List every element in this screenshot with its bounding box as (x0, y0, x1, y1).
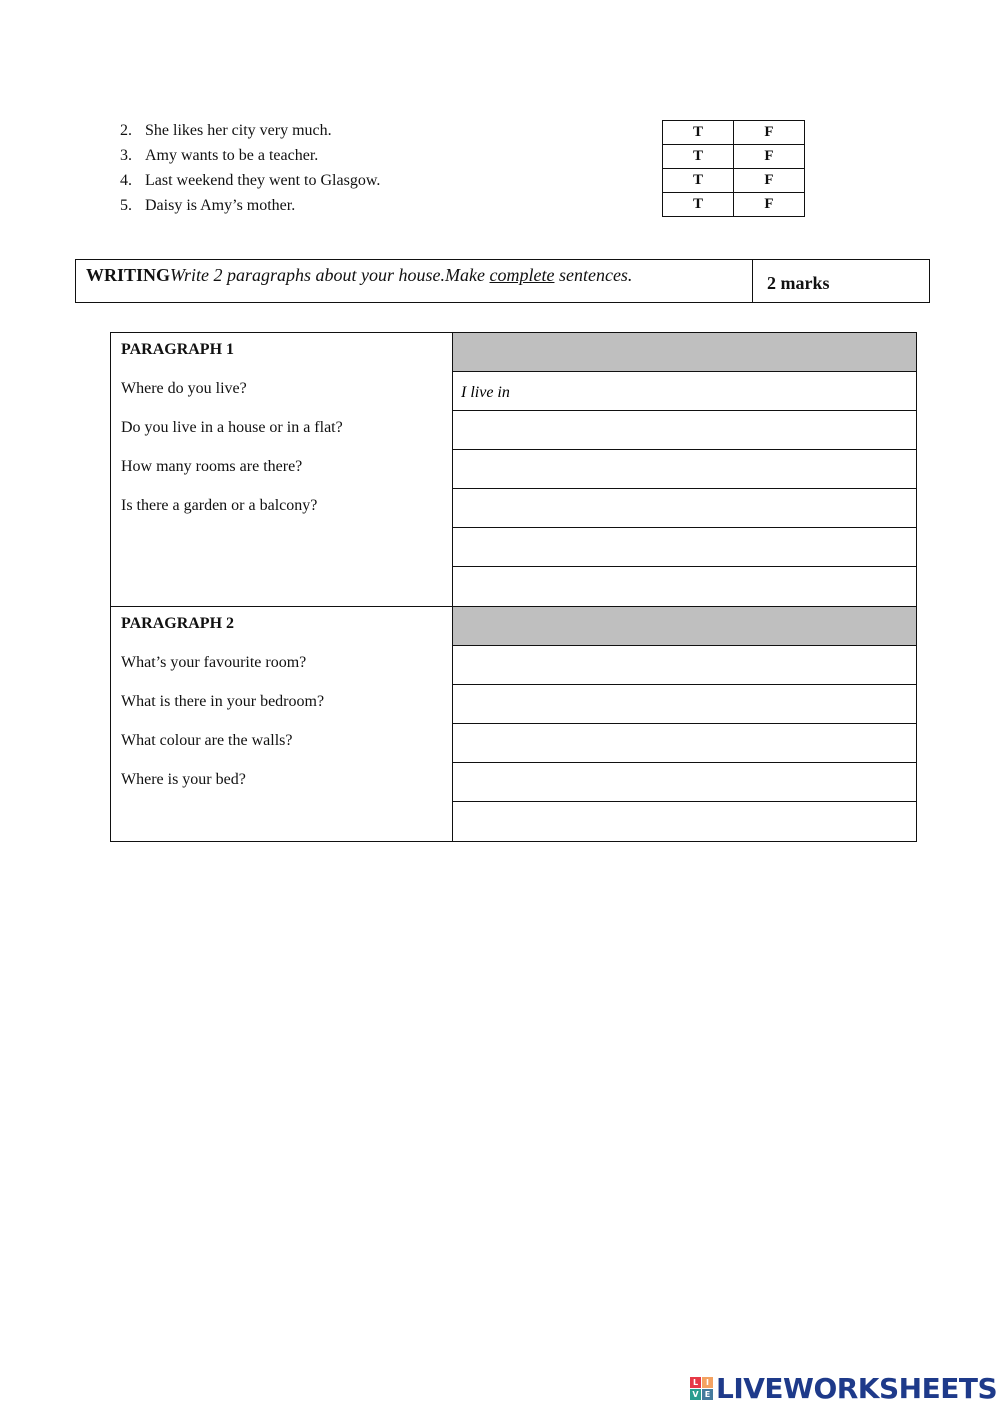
paragraph-title: PARAGRAPH 1 (121, 341, 235, 358)
answer-input[interactable] (453, 646, 916, 684)
question: What colour are the walls? (121, 732, 293, 749)
question: Where is your bed? (121, 771, 246, 788)
answer-cell (453, 802, 916, 841)
answer-input[interactable] (453, 802, 916, 841)
instruction-underlined: complete (489, 265, 555, 285)
answer-input[interactable] (453, 372, 916, 410)
answer-input[interactable] (453, 450, 916, 488)
statement-number: 3. (120, 147, 132, 164)
tf-row-5 (663, 193, 805, 217)
statement-text: Daisy is Amy’s mother. (145, 197, 296, 214)
true-option[interactable]: T (663, 121, 734, 145)
false-option[interactable]: F (734, 193, 805, 217)
false-option[interactable]: F (734, 169, 805, 193)
answer-cell (453, 489, 916, 528)
paragraph-title: PARAGRAPH 2 (121, 615, 235, 632)
answer-input[interactable] (453, 763, 916, 801)
shaded-header-cell (453, 607, 916, 646)
logo-text: LIVEWORKSHEETS (716, 1372, 998, 1405)
tf-row-3 (663, 145, 805, 169)
answer-cell (453, 528, 916, 567)
statement-text: Amy wants to be a teacher. (145, 147, 319, 164)
question: Do you live in a house or in a flat? (121, 419, 343, 436)
writing-heading: WRITING (86, 265, 171, 285)
answer-cell (453, 685, 916, 724)
answer-input[interactable] (453, 724, 916, 762)
paragraph-1-answers (453, 333, 916, 606)
marks-label: 2 marks (752, 260, 929, 302)
writing-instruction (76, 260, 752, 302)
logo-square: E (702, 1389, 713, 1400)
answer-input[interactable] (453, 528, 916, 566)
statement-4 (120, 168, 640, 193)
question: Where do you live? (121, 380, 247, 397)
paragraph-table (110, 332, 917, 842)
liveworksheets-logo (690, 1372, 997, 1405)
instruction-text (170, 265, 632, 285)
shaded-header-cell (453, 333, 916, 372)
answer-input[interactable] (453, 489, 916, 527)
tf-row-2 (663, 121, 805, 145)
answer-input[interactable] (453, 685, 916, 723)
instruction-part: Write 2 paragraphs about your house.Make (170, 265, 490, 285)
paragraph-1-section (111, 333, 916, 607)
true-option[interactable]: T (663, 145, 734, 169)
statement-number: 2. (120, 122, 132, 139)
answer-cell (453, 450, 916, 489)
paragraph-2-section (111, 607, 916, 841)
tf-statements (120, 118, 640, 218)
answer-input[interactable] (453, 411, 916, 449)
false-option[interactable]: F (734, 145, 805, 169)
answer-cell (453, 567, 916, 606)
instruction-part: sentences. (554, 265, 633, 285)
answer-cell (453, 724, 916, 763)
true-false-grid (662, 120, 805, 217)
answer-input[interactable] (453, 567, 916, 606)
logo-square: L (690, 1377, 701, 1388)
statement-5 (120, 193, 640, 218)
paragraph-2-questions (111, 607, 453, 841)
paragraph-1-questions (111, 333, 453, 606)
logo-mark-icon (690, 1377, 713, 1400)
true-option[interactable]: T (663, 169, 734, 193)
true-option[interactable]: T (663, 193, 734, 217)
paragraph-2-answers (453, 607, 916, 841)
statement-text: She likes her city very much. (145, 122, 332, 139)
statement-number: 4. (120, 172, 132, 189)
statement-number: 5. (120, 197, 132, 214)
statement-text: Last weekend they went to Glasgow. (145, 172, 381, 189)
statement-2 (120, 118, 640, 143)
question: What’s your favourite room? (121, 654, 307, 671)
answer-cell (453, 763, 916, 802)
false-option[interactable]: F (734, 121, 805, 145)
question: Is there a garden or a balcony? (121, 497, 318, 514)
writing-header (75, 259, 930, 303)
answer-cell (453, 646, 916, 685)
tf-row-4 (663, 169, 805, 193)
question: How many rooms are there? (121, 458, 303, 475)
answer-cell (453, 372, 916, 411)
answer-cell (453, 411, 916, 450)
question: What is there in your bedroom? (121, 693, 325, 710)
statement-3 (120, 143, 640, 168)
logo-square: I (702, 1377, 713, 1388)
logo-square: V (690, 1389, 701, 1400)
